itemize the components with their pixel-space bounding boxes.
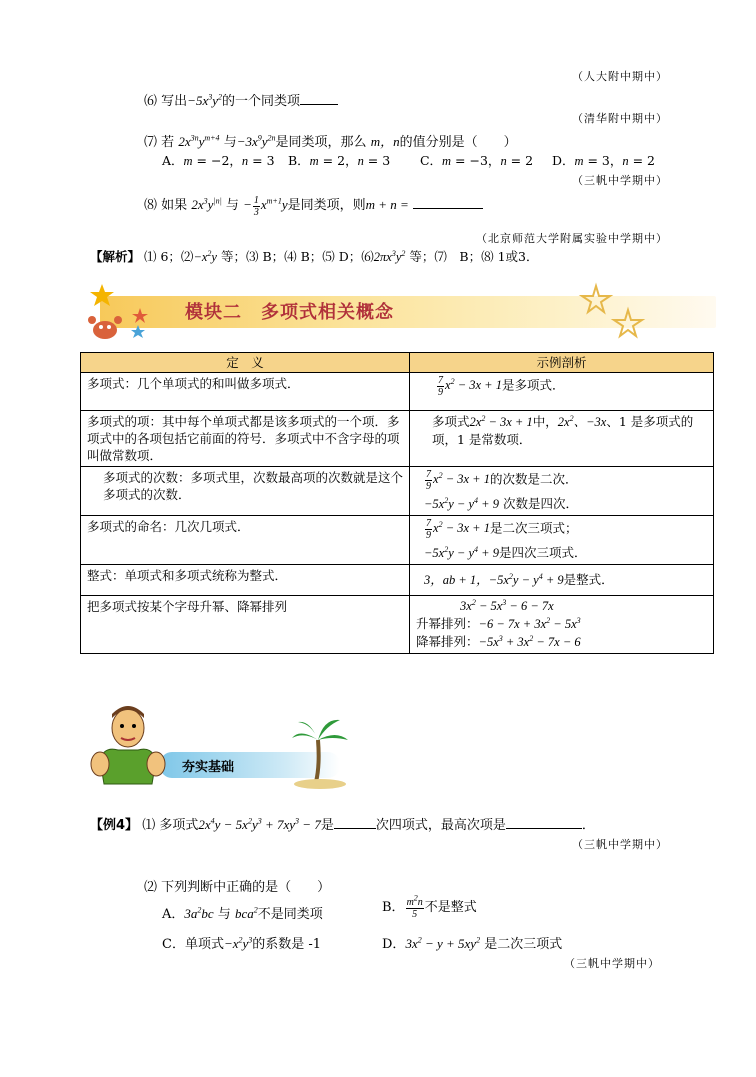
table-header: 定 义 xyxy=(81,353,410,373)
math-expression: m + n = xyxy=(365,197,409,212)
math-expression: $-5x^3y^2$ xyxy=(187,92,222,108)
source-label: （三帆中学期中） xyxy=(572,174,668,187)
analysis-text: 等；⑺ B；⑻ 1或3． xyxy=(409,249,539,264)
option-a[interactable]: A．m = −2，n = 3 xyxy=(162,153,275,168)
question-text: 与 xyxy=(223,135,237,150)
example-4-part-2 xyxy=(144,876,330,895)
table-cell: 多项式的命名：几次几项式． xyxy=(81,516,410,565)
starfish-decoration-icon xyxy=(566,280,656,348)
table-header-row xyxy=(81,353,714,373)
option-d[interactable]: D．$3x^2 - y + 5xy^2$ 是二次三项式 xyxy=(382,935,563,952)
question-text: 若 xyxy=(161,135,175,150)
question-text: 的值分别是（ ） xyxy=(399,135,517,150)
math-expression: $2x^4y - 5x^2y^3 + 7xy^3 - 7$ xyxy=(198,816,321,832)
question-8 xyxy=(144,194,483,218)
example-label: 【例4】 xyxy=(90,818,139,833)
option-b[interactable]: B． $\frac{m^2n}{5}$ 不是整式 xyxy=(382,893,477,920)
option-b[interactable]: B．m = 2，n = 3 xyxy=(287,153,391,168)
source-label: （清华附中期中） xyxy=(572,112,668,125)
question-text: 下列判断中正确的是（ ） xyxy=(161,880,331,895)
table-row xyxy=(81,373,714,411)
math-expression: m，n xyxy=(370,134,400,149)
table-cell: 3，ab + 1，$-5x^2y - y^4 + 9$是整式． xyxy=(410,565,714,596)
source-label: （人大附中期中） xyxy=(572,70,668,83)
question-text: 次四项式，最高次项是 xyxy=(375,818,506,833)
answer-blank[interactable] xyxy=(334,827,376,829)
table-cell: $\frac{7}{9}$ $x^2 - 3x + 1$的次数是二次． $-5x^2y - y^4 + 9$ 次数是四次． xyxy=(410,467,714,516)
question-7 xyxy=(144,131,517,150)
source-label: （三帆中学期中） xyxy=(564,957,660,970)
table-header: 示例剖析 xyxy=(410,353,714,373)
source-label: （北京师范大学附属实验中学期中） xyxy=(476,232,668,245)
analysis-text: 等；⑶ B；⑷ B；⑸ D；⑹ xyxy=(220,249,374,264)
question-text: 是同类项，那么 xyxy=(275,135,367,150)
module-title: 模块二 多项式相关概念 xyxy=(185,302,394,323)
definition-table xyxy=(80,352,714,654)
question-text: 如果 xyxy=(161,198,188,213)
question-number: ⑺ xyxy=(144,135,158,150)
muscle-man-icon xyxy=(90,700,170,792)
question-text: 多项式 xyxy=(159,818,199,833)
question-number: ⑵ xyxy=(144,880,158,895)
crab-star-decoration-icon xyxy=(80,280,170,348)
question-text: 是同类项，则 xyxy=(287,198,366,213)
question-number: ⑴ xyxy=(142,818,156,833)
math-expression: − $\frac{1}{3}$ $x^{m+1}y$ xyxy=(243,194,288,218)
table-cell: 多项式：几个单项式的和叫做多项式． xyxy=(81,373,410,411)
answer-blank[interactable] xyxy=(506,827,582,829)
table-cell: $\frac{7}{9}$ $x^2 - 3x + 1$是多项式． xyxy=(410,373,714,411)
module-banner xyxy=(80,280,716,348)
question-number: ⑹ xyxy=(144,94,158,109)
math-expression: $2x^{3n}y^{m+4}$ xyxy=(178,133,220,149)
section-banner xyxy=(90,700,350,792)
table-cell: 多项式$2x^2 - 3x + 1$中，$2x^2$、−3x、1 是多项式的项，1 是常数项． xyxy=(410,411,714,467)
question-text: 是 xyxy=(320,818,334,833)
math-expression: $-3x^9y^{2n}$ xyxy=(236,133,276,149)
math-expression: $2x^3y^{|n|}$ xyxy=(191,196,222,212)
question-7-options xyxy=(162,151,655,169)
answer-blank[interactable] xyxy=(300,103,338,105)
table-row xyxy=(81,596,714,654)
section-title: 夯实基础 xyxy=(182,760,235,775)
question-text: 与 xyxy=(225,198,239,213)
table-cell: 整式：单项式和多项式统称为整式． xyxy=(81,565,410,596)
question-text: 的一个同类项 xyxy=(222,94,301,109)
source-label: （三帆中学期中） xyxy=(572,838,668,851)
option-c[interactable]: C．m = −3，n = 2 xyxy=(419,153,534,168)
example-4-part-1: 【例4】 ⑴ 多项式$2x^4y - 5x^2y^3 + 7xy^3 - 7$是 次四项式，最高次项是 ． xyxy=(90,816,595,833)
table-row xyxy=(81,565,714,596)
analysis: 【解析】 ⑴ 6；$⑵-x^2y$ 等；⑶ B；⑷ B；⑸ D；$⑹2\pi x^3y^2$ 等；⑺ B；⑻ 1或3． xyxy=(90,248,539,264)
analysis-label: 【解析】 xyxy=(90,249,141,264)
question-text: 写出 xyxy=(161,94,188,109)
analysis-text: ⑴ 6；⑵ xyxy=(144,249,194,264)
option-d[interactable]: D．m = 3，n = 2 xyxy=(551,153,656,168)
question-6 xyxy=(144,90,338,109)
table-cell: $\frac{7}{9}$ $x^2 - 3x + 1$是二次三项式； $-5x^2y - y^4 + 9$是四次三项式． xyxy=(410,516,714,565)
table-cell: 多项式的项：其中每个单项式都是该多项式的一个项．多项式中的各项包括它前面的符号．多项式中不含字母的项叫做常数项． xyxy=(81,411,410,467)
option-a[interactable]: A．$3a^2bc$ 与 bca$^2$不是同类项 xyxy=(162,905,323,922)
table-cell: $3x^2 - 5x^3 - 6 - 7x$ 升幂排列：$-6 - 7x + 3x^2 - 5x^3$ 降幂排列：$-5x^3 + 3x^2 - 7x - 6$ xyxy=(410,596,714,654)
table-row xyxy=(81,516,714,565)
question-number: ⑻ xyxy=(144,198,158,213)
table-cell: 多项式的次数：多项式里，次数最高项的次数就是这个多项式的次数． xyxy=(81,467,410,516)
answer-blank[interactable] xyxy=(413,207,483,209)
table-row xyxy=(81,411,714,467)
option-c[interactable]: C．单项式$-x^2y^3$的系数是 -1 xyxy=(162,935,322,952)
palm-tree-icon xyxy=(290,710,350,790)
table-row xyxy=(81,467,714,516)
table-cell: 把多项式按某个字母升幂、降幂排列 xyxy=(81,596,410,654)
